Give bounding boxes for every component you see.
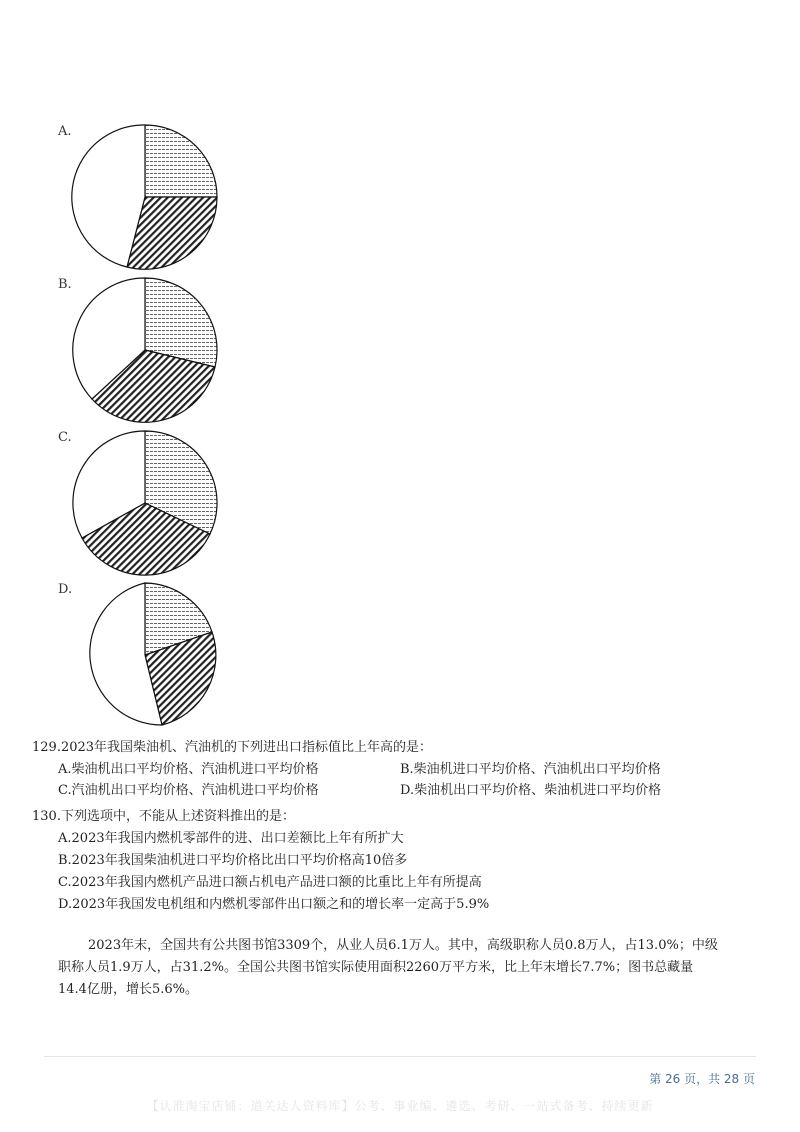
page-number: 第 26 页，共 28 页 [649, 1072, 755, 1086]
paragraph-line-1: 2023年末，全国共有公共图书馆3309个，从业人员6.1万人。其中，高级职称人员0.8万人，占13.0%；中级 [88, 938, 718, 953]
question-130-stem: 130.下列选项中，不能从上述资料推出的是： [32, 809, 295, 824]
pie-chart-a [70, 124, 220, 272]
question-130-option-b: B.2023年我国柴油机进口平均价格比出口平均价格高10倍多 [58, 853, 408, 868]
paragraph-line-3: 14.4亿册，增长5.6%。 [58, 982, 198, 997]
question-130-option-d: D.2023年我国发电机组和内燃机零部件出口额之和的增长率一定高于5.9% [58, 897, 490, 912]
footer-divider [44, 1056, 756, 1057]
question-129-option-b: B.柴油机进口平均价格、汽油机出口平均价格 [400, 762, 661, 777]
question-130-option-a: A.2023年我国内燃机零部件的进、出口差额比上年有所扩大 [58, 831, 404, 846]
question-129-stem: 129.2023年我国柴油机、汽油机的下列进出口指标值比上年高的是： [32, 740, 433, 755]
option-letter-d: D. [58, 582, 73, 597]
pie-chart-b [70, 277, 220, 425]
paragraph-line-2: 职称人员1.9万人，占31.2%。全国公共图书馆实际使用面积2260万平方米，比上年末增长7.7%；图书总藏量 [58, 960, 694, 975]
pie-chart-c [70, 430, 220, 578]
question-129-option-d: D.柴油机出口平均价格、柴油机进口平均价格 [400, 783, 662, 798]
option-letter-c: C. [58, 430, 72, 445]
pie-chart-d [70, 582, 220, 730]
question-129-option-c: C.汽油机出口平均价格、汽油机进口平均价格 [58, 783, 319, 798]
pie-a-slice-dotted [145, 125, 217, 197]
footer-watermark: 【认准淘宝店铺：道关达人资料库】公考、事业编、遴选、考研、一站式备考、持续更新 [146, 1099, 654, 1113]
question-129-option-a: A.柴油机出口平均价格、汽油机进口平均价格 [58, 762, 319, 777]
question-130-option-c: C.2023年我国内燃机产品进口额占机电产品进口额的比重比上年有所提高 [58, 875, 482, 890]
option-letter-a: A. [58, 124, 72, 139]
option-letter-b: B. [58, 277, 72, 292]
